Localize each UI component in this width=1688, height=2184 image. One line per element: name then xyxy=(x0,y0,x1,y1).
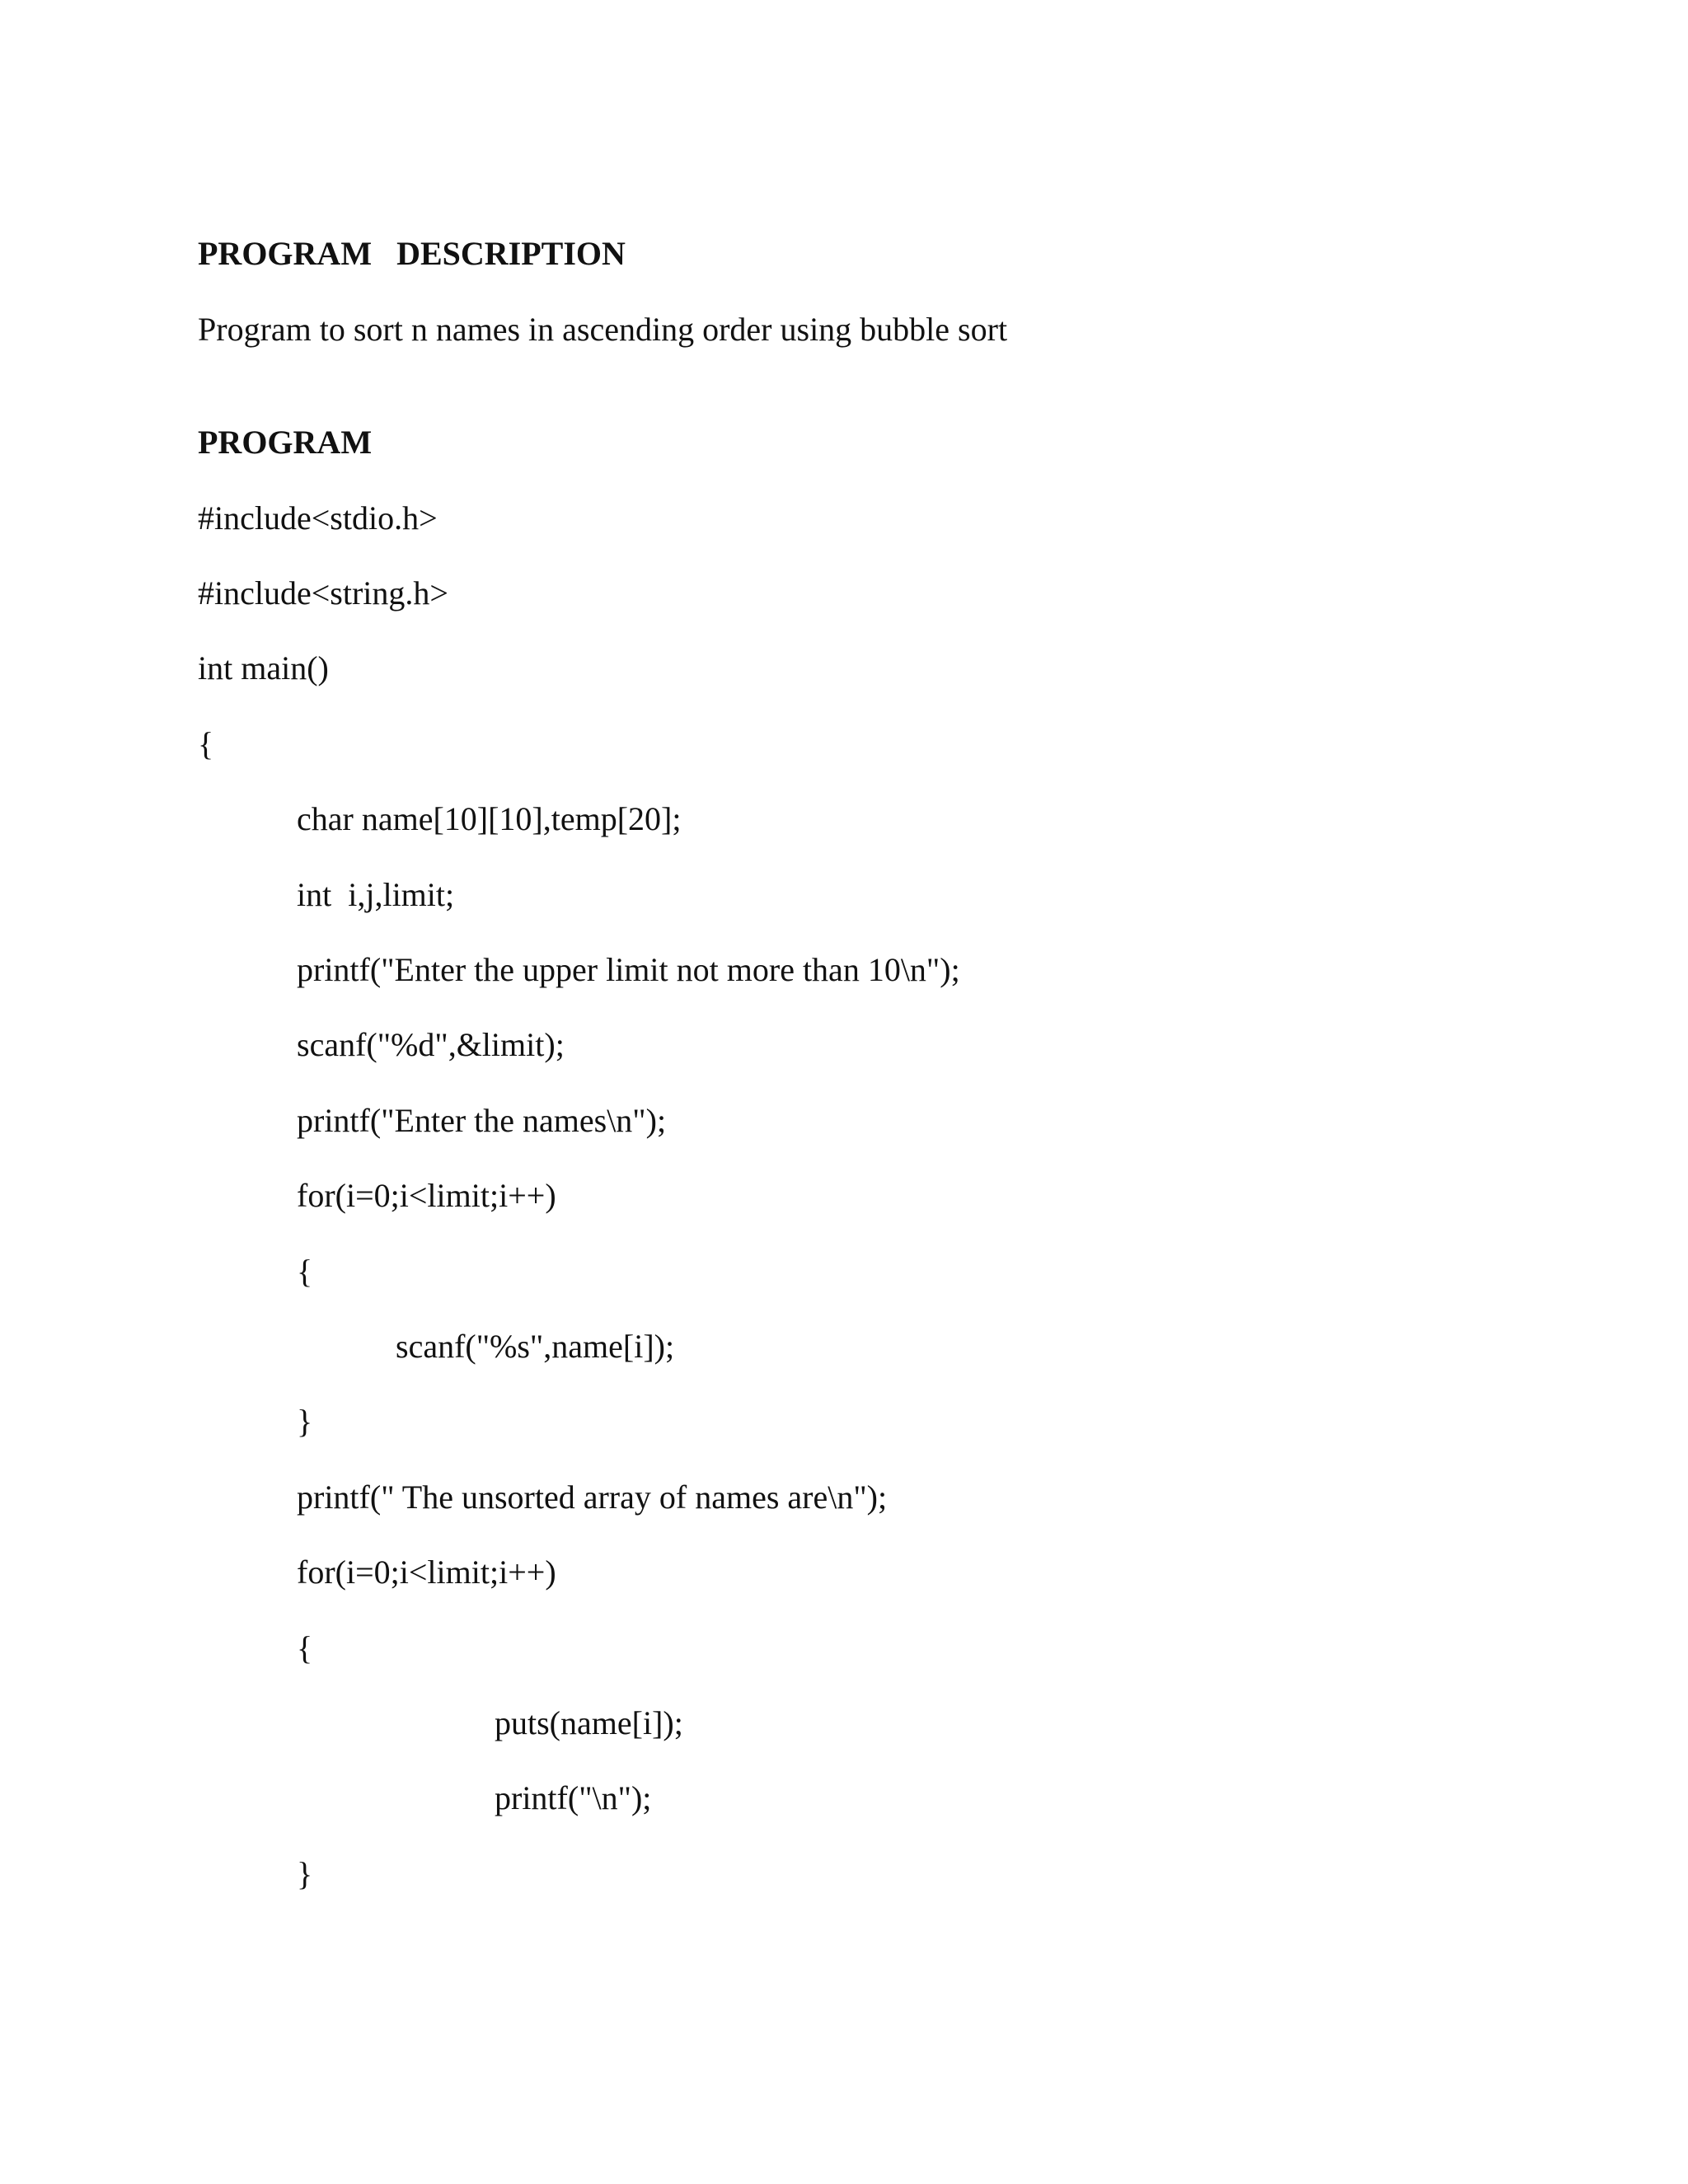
code-line: printf("\n"); xyxy=(495,1779,652,1816)
program-description-text: Program to sort n names in ascending order using bubble sort xyxy=(198,311,1008,348)
code-line: #include<string.h> xyxy=(198,574,448,612)
code-line: scanf("%s",name[i]); xyxy=(396,1328,675,1365)
code-line: puts(name[i]); xyxy=(495,1704,683,1741)
code-line: for(i=0;i<limit;i++) xyxy=(297,1177,556,1214)
code-line: { xyxy=(297,1253,313,1290)
heading-program-description: PROGRAM DESCRIPTION xyxy=(198,235,626,272)
code-line: { xyxy=(297,1629,313,1666)
code-line: printf("Enter the upper limit not more than 10\n"); xyxy=(297,951,960,988)
heading-program: PROGRAM xyxy=(198,424,373,461)
code-line: int main() xyxy=(198,649,329,687)
code-line: char name[10][10],temp[20]; xyxy=(297,800,682,837)
code-line: #include<stdio.h> xyxy=(198,499,438,537)
code-line: } xyxy=(297,1403,313,1440)
code-line: int i,j,limit; xyxy=(297,876,455,913)
code-line: } xyxy=(297,1855,313,1892)
code-line: printf("Enter the names\n"); xyxy=(297,1102,667,1139)
code-line: for(i=0;i<limit;i++) xyxy=(297,1554,556,1591)
code-line: scanf("%d",&limit); xyxy=(297,1026,565,1063)
code-line: { xyxy=(198,725,214,762)
code-line: printf(" The unsorted array of names are\n"); xyxy=(297,1479,888,1516)
